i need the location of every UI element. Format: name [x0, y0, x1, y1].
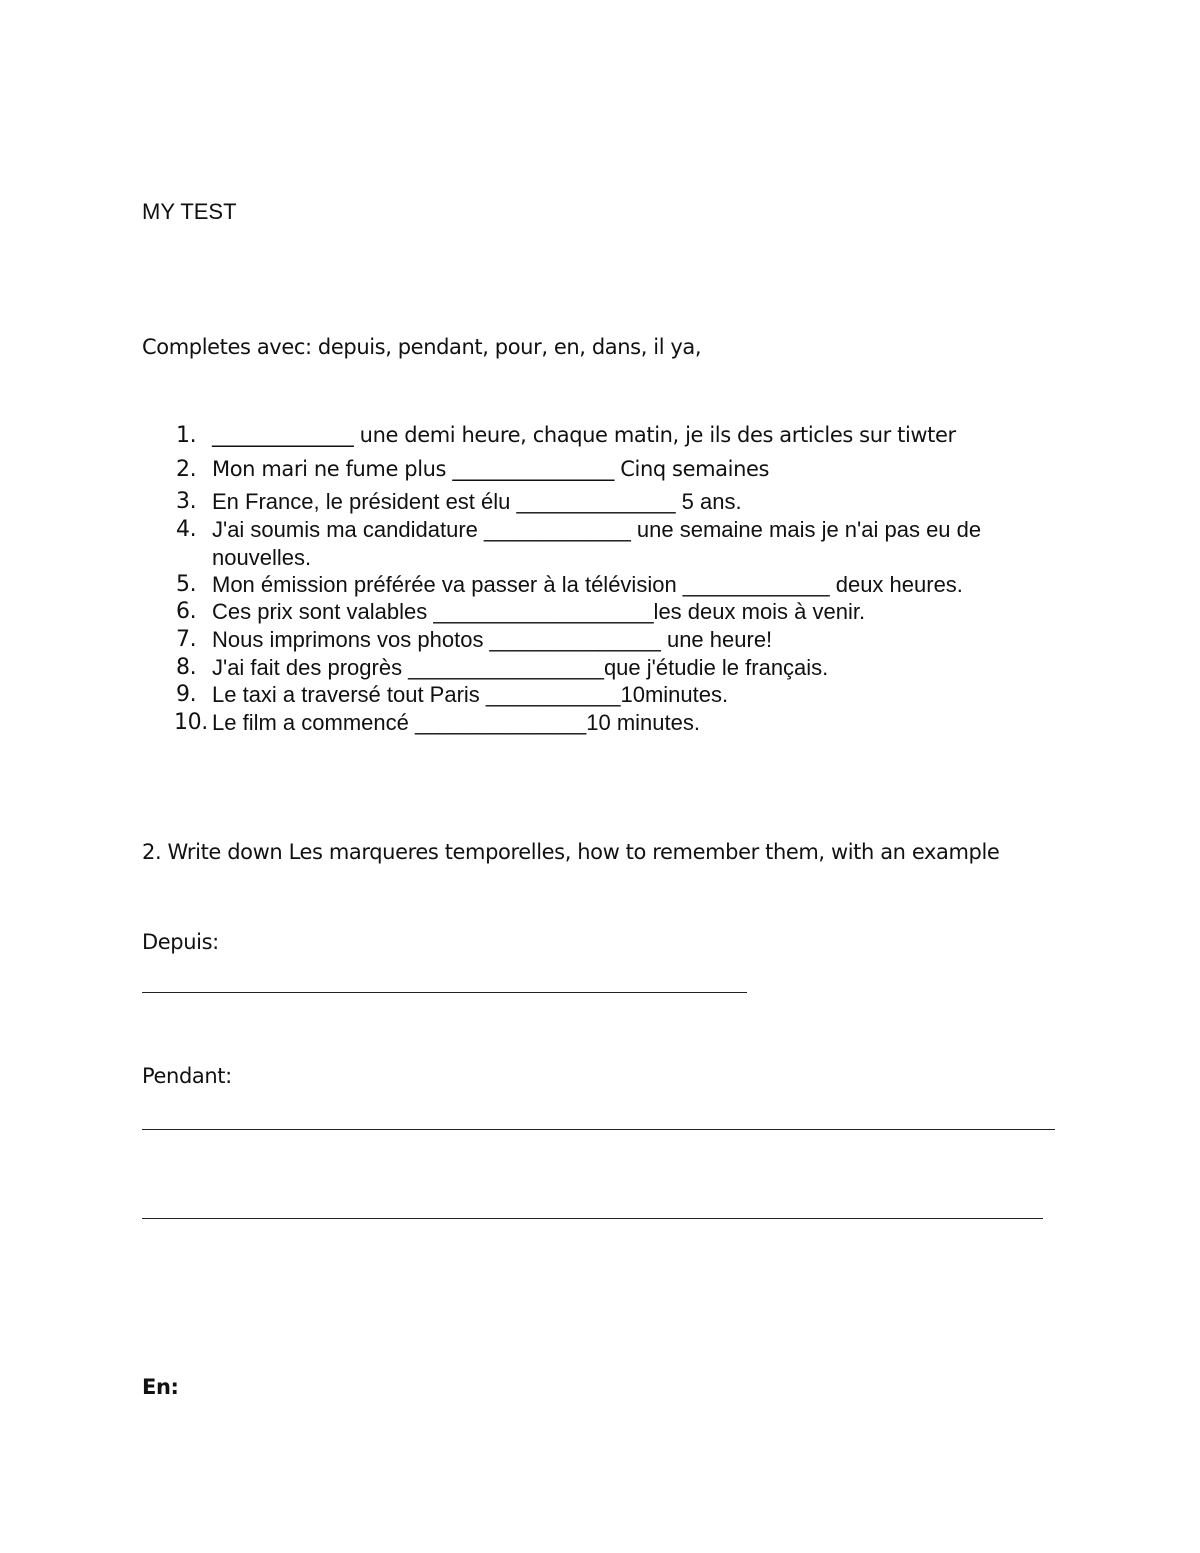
item-number: 2.	[176, 457, 197, 482]
item-number: 7.	[176, 627, 197, 652]
pendant-answer-line-2[interactable]	[142, 1218, 1043, 1219]
item-number: 9.	[176, 682, 197, 707]
item-number: 1.	[176, 423, 197, 448]
depuis-label: Depuis:	[142, 930, 219, 954]
item-text: En France, le président est élu _____________ 5 ans.	[212, 489, 742, 514]
item-text: Mon émission préférée va passer à la télévision ____________ deux heures.	[212, 572, 963, 597]
depuis-answer-line[interactable]	[142, 992, 747, 993]
item-text: Nous imprimons vos photos ______________ une heure!	[212, 627, 773, 652]
item-text: Ces prix sont valables __________________les deux mois à venir.	[212, 599, 866, 624]
item-text: Le film a commencé ______________10 minutes.	[212, 710, 700, 735]
pendant-label: Pendant:	[142, 1064, 232, 1088]
item-text-continued: nouvelles.	[212, 545, 312, 570]
item-number: 4.	[176, 517, 197, 542]
instructions: Completes avec: depuis, pendant, pour, en, dans, il ya,	[142, 335, 702, 359]
item-text: J'ai soumis ma candidature ____________ une semaine mais je n'ai pas eu de	[212, 517, 982, 542]
item-text: Le taxi a traversé tout Paris ___________10minutes.	[212, 682, 729, 707]
page-title: MY TEST	[142, 199, 237, 224]
item-number: 3.	[176, 489, 197, 514]
section-2-heading: 2. Write down Les marqueres temporelles, how to remember them, with an example	[142, 840, 1000, 864]
item-number: 6.	[176, 599, 197, 624]
item-number: 8.	[176, 655, 197, 680]
item-text: Mon mari ne fume plus ________________ Cinq semaines	[212, 457, 770, 481]
item-text: J'ai fait des progrès ________________que j'étudie le français.	[212, 655, 829, 680]
item-text: ______________ une demi heure, chaque matin, je ils des articles sur tiwter	[212, 423, 956, 447]
en-label: En:	[142, 1375, 179, 1399]
item-number: 10.	[174, 710, 208, 735]
pendant-answer-line-1[interactable]	[142, 1129, 1055, 1130]
item-number: 5.	[176, 572, 197, 597]
